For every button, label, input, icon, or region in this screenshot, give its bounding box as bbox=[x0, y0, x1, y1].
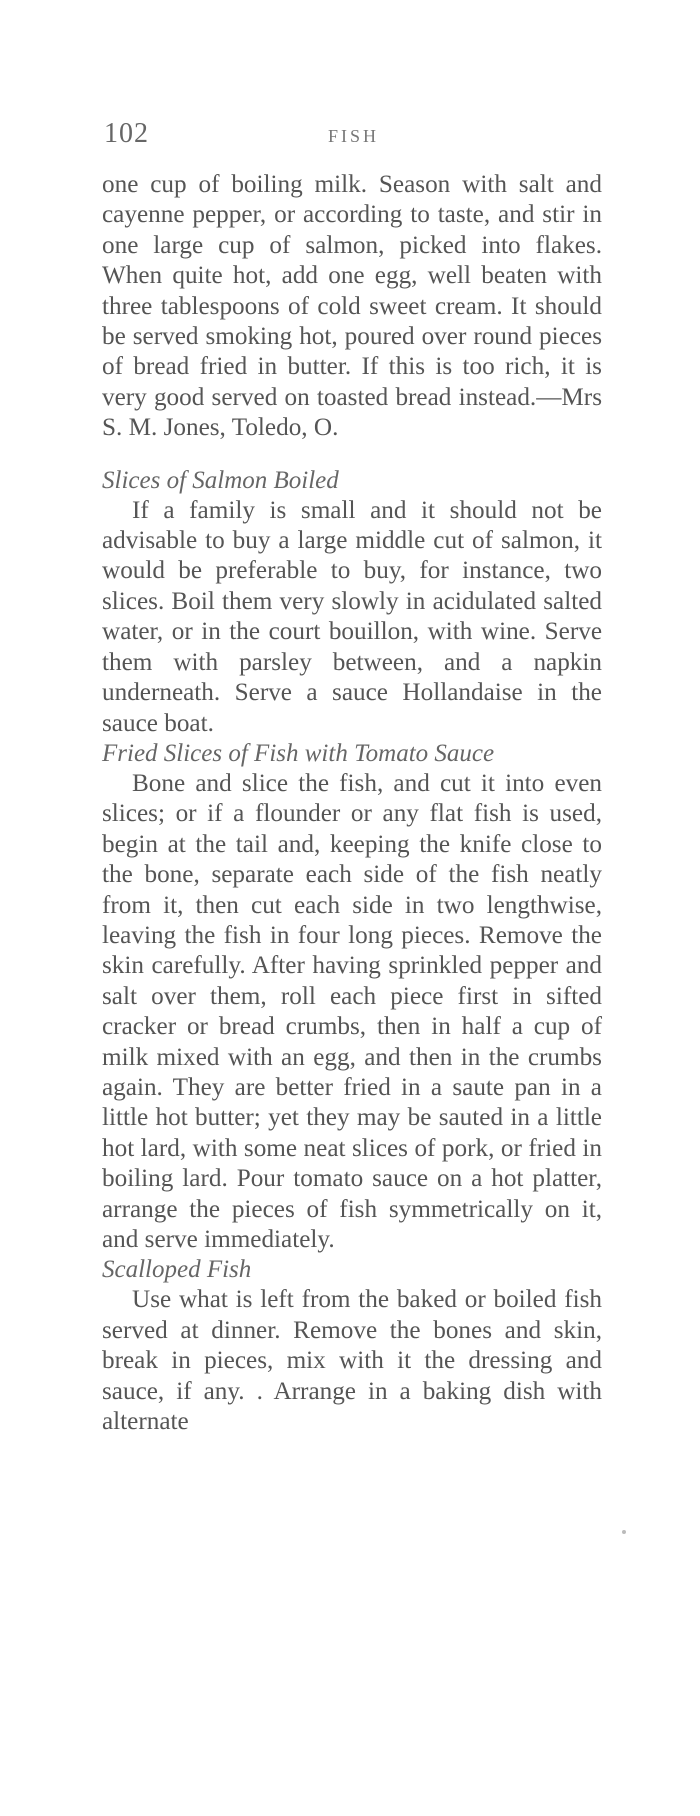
page-number: 102 bbox=[104, 118, 149, 149]
recipe-scalloped-fish bbox=[102, 1255, 602, 1437]
recipe-slices-of-salmon-boiled bbox=[102, 466, 602, 739]
text-column bbox=[102, 170, 602, 1437]
running-head bbox=[104, 118, 604, 158]
page-speck bbox=[622, 1530, 626, 1534]
recipe-body: Use what is left from the baked or boiled fish served at dinner. Remove the bones and skin, break in pieces, mix with it the dressing and sauce, if any. . Arrange in a baking dish with alternate bbox=[102, 1286, 602, 1436]
recipe-heading: Slices of Salmon Boiled bbox=[102, 466, 339, 494]
section-title: FISH bbox=[328, 126, 380, 146]
continued-paragraph: one cup of boiling milk. Season with salt and cayenne pepper, or according to taste, and stir in one large cup of salmon, picked into flakes. When quite hot, add one egg, well beaten with three tablespoons of cold sweet cream. It should be served smoking hot, poured over round pieces of bread fried in butter. If this is too rich, it is very good served on toasted bread instead.—Mrs S. M. Jones, Toledo, O. bbox=[102, 171, 602, 442]
recipe-body: Bone and slice the fish, and cut it into even slices; or if a flounder or any flat fish is used, begin at the tail and, keeping the knife close to the bone, separate each side of the fish neatly from it, then cut each side in two lengthwise, leaving the fish in four long pieces. Remove the skin carefully. After having sprinkled pepper and salt over them, roll each piece first in sifted cracker or bread crumbs, then in half a cup of milk mixed with an egg, and then in the crumbs again. They are better fried in a saute pan in a little hot butter; yet they may be sauted in a little hot lard, with some neat slices of pork, or fried in boiling lard. Pour tomato sauce on a hot platter, arrange the pieces of fish symmetrically on it, and serve immediately. bbox=[102, 769, 602, 1253]
recipe-body: If a family is small and it should not be advisable to buy a large middle cut of salmon, it would be preferable to buy, for instance, two slices. Boil them very slowly in acidulated salted water, or in the court bouillon, with wine. Serve them with parsley between, and a napkin underneath. Serve a sauce Hollandaise in the sauce boat. bbox=[102, 496, 602, 737]
recipe-heading: Fried Slices of Fish with Tomato Sauce bbox=[102, 739, 495, 767]
recipe-heading: Scalloped Fish bbox=[102, 1256, 252, 1284]
recipe-fried-slices-of-fish bbox=[102, 739, 602, 1256]
